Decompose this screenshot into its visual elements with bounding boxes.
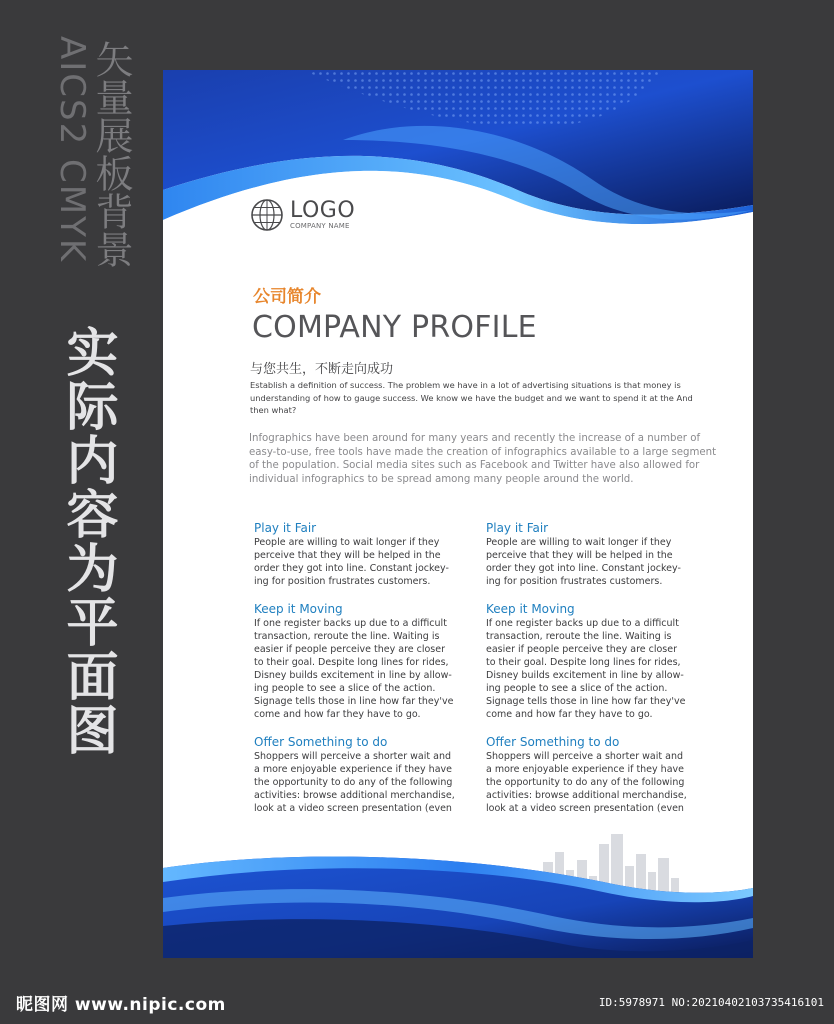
- section-heading: Offer Something to do: [486, 735, 620, 749]
- bottom-wave-graphic: [163, 848, 753, 958]
- section-body: People are willing to wait longer if they perceive that they will be helped in the order they got into line. Constant jockey- ing for position frustrates customers.: [254, 537, 449, 587]
- section-keep-it-moving: [486, 602, 702, 721]
- section-keep-it-moving: [254, 602, 470, 721]
- poster-board: [163, 70, 753, 958]
- side-vertical-chinese-notice: 实际内容为平面图: [57, 325, 117, 757]
- globe-icon: [250, 198, 284, 232]
- right-column: [486, 521, 702, 815]
- section-heading: Offer Something to do: [254, 735, 388, 749]
- section-heading: Play it Fair: [486, 521, 549, 535]
- section-play-it-fair: [254, 521, 470, 588]
- section-heading: Keep it Moving: [486, 602, 575, 616]
- section-play-it-fair: [486, 521, 702, 588]
- site-watermark: 昵图网 www.nipic.com: [16, 995, 226, 1015]
- page-title: COMPANY PROFILE: [252, 310, 537, 345]
- section-body: If one register backs up due to a difficult transaction, reroute the line. Waiting is easier if people perceive they are closer to their goal. Despite long lines for rides, Disney builds excitement in line by allow- ing people to see a slice of the action. Signage tells those in line how far they've come and how far they have to go.: [486, 618, 686, 720]
- logo-wordmark: LOGO: [290, 197, 356, 223]
- section-offer-something: [254, 735, 470, 815]
- slogan: 与您共生，不断走向成功: [250, 362, 394, 377]
- section-body: Shoppers will perceive a shorter wait and a more enjoyable experience if they have the opportunity to do any of the following activities: browse additional merchandise, look at a video screen presentation (even: [254, 751, 455, 814]
- section-body: If one register backs up due to a difficult transaction, reroute the line. Waiting is easier if people perceive they are closer to their goal. Despite long lines for rides, Disney builds excitement in line by allow- ing people to see a slice of the action. Signage tells those in line how far they've come and how far they have to go.: [254, 618, 454, 720]
- intro-paragraph-2: Infographics have been around for many years and recently the increase of a number of easy-to-use, free tools have made the creation of infographics available to a large segment of the population. Social media sites such as Facebook and Twitter have also allowed for individual infographics to be spread among many people around the world.: [249, 433, 717, 485]
- section-body: People are willing to wait longer if they perceive that they will be helped in the order they got into line. Constant jockey- ing for position frustrates customers.: [486, 537, 681, 587]
- logo-company-name: COMPANY NAME: [290, 221, 350, 230]
- intro-paragraph-1: Establish a definition of success. The problem we have in a lot of advertising situations is that money is understanding of how to gauge success. We know we have the budget and we want to spend it at the And then what?: [250, 380, 693, 416]
- image-id-text: ID:5978971 NO:20210402103735416101: [598, 996, 824, 1009]
- section-heading: Play it Fair: [254, 521, 317, 535]
- company-logo: [250, 198, 355, 232]
- left-column: [254, 521, 470, 815]
- section-heading: Keep it Moving: [254, 602, 343, 616]
- side-vertical-english: AICS2 CMYK: [52, 36, 92, 264]
- side-vertical-chinese-title: 矢量展板背景: [89, 40, 133, 268]
- section-offer-something: [486, 735, 702, 815]
- chinese-title: 公司简介: [253, 287, 321, 307]
- section-body: Shoppers will perceive a shorter wait and a more enjoyable experience if they have the opportunity to do any of the following activities: browse additional merchandise, look at a video screen presentation (even: [486, 751, 687, 814]
